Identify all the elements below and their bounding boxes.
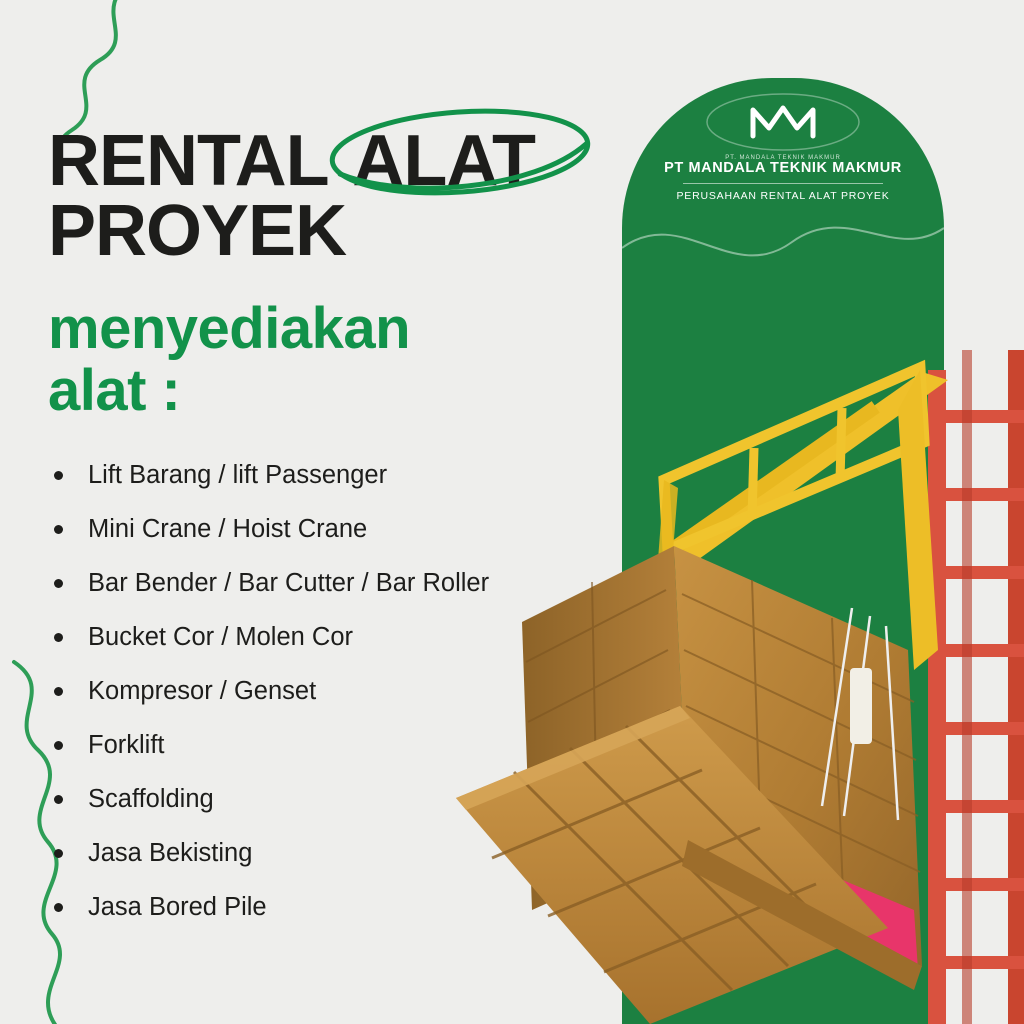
list-item: Forklift: [46, 732, 626, 759]
headline-part-rental: RENTAL: [48, 121, 347, 201]
list-item: Lift Barang / lift Passenger: [46, 462, 626, 489]
subheading-line-2: alat :: [48, 358, 181, 423]
list-item: Jasa Bored Pile: [46, 894, 626, 921]
list-item: Kompresor / Genset: [46, 678, 626, 705]
company-name: PT MANDALA TEKNIK MAKMUR: [664, 160, 902, 176]
headline-part-proyek: PROYEK: [48, 191, 347, 271]
list-item: Bucket Cor / Molen Cor: [46, 624, 626, 651]
company-divider: [683, 183, 883, 184]
red-mast-ladder: [928, 350, 1024, 1024]
headline-alat-text: ALAT: [352, 121, 535, 201]
cable-weight: [850, 668, 872, 744]
list-item: Bar Bender / Bar Cutter / Bar Roller: [46, 570, 626, 597]
page-title: [48, 121, 648, 271]
headline-part-alat-circled: [346, 121, 541, 201]
logo-mark: [683, 92, 883, 161]
list-item: Jasa Bekisting: [46, 840, 626, 867]
logo-caption: PT. MANDALA TEKNIK MAKMUR: [725, 155, 841, 161]
company-tagline: PERUSAHAAN RENTAL ALAT PROYEK: [676, 190, 890, 202]
subheading-line-1: menyediakan: [48, 296, 411, 361]
brand-logo-block: [622, 92, 944, 202]
construction-hoist-lift-cage-photo: [452, 350, 1024, 1024]
list-item: Mini Crane / Hoist Crane: [46, 516, 626, 543]
headline-block: [48, 121, 648, 271]
list-item: Scaffolding: [46, 786, 626, 813]
logo-badge-icon: [683, 92, 883, 154]
